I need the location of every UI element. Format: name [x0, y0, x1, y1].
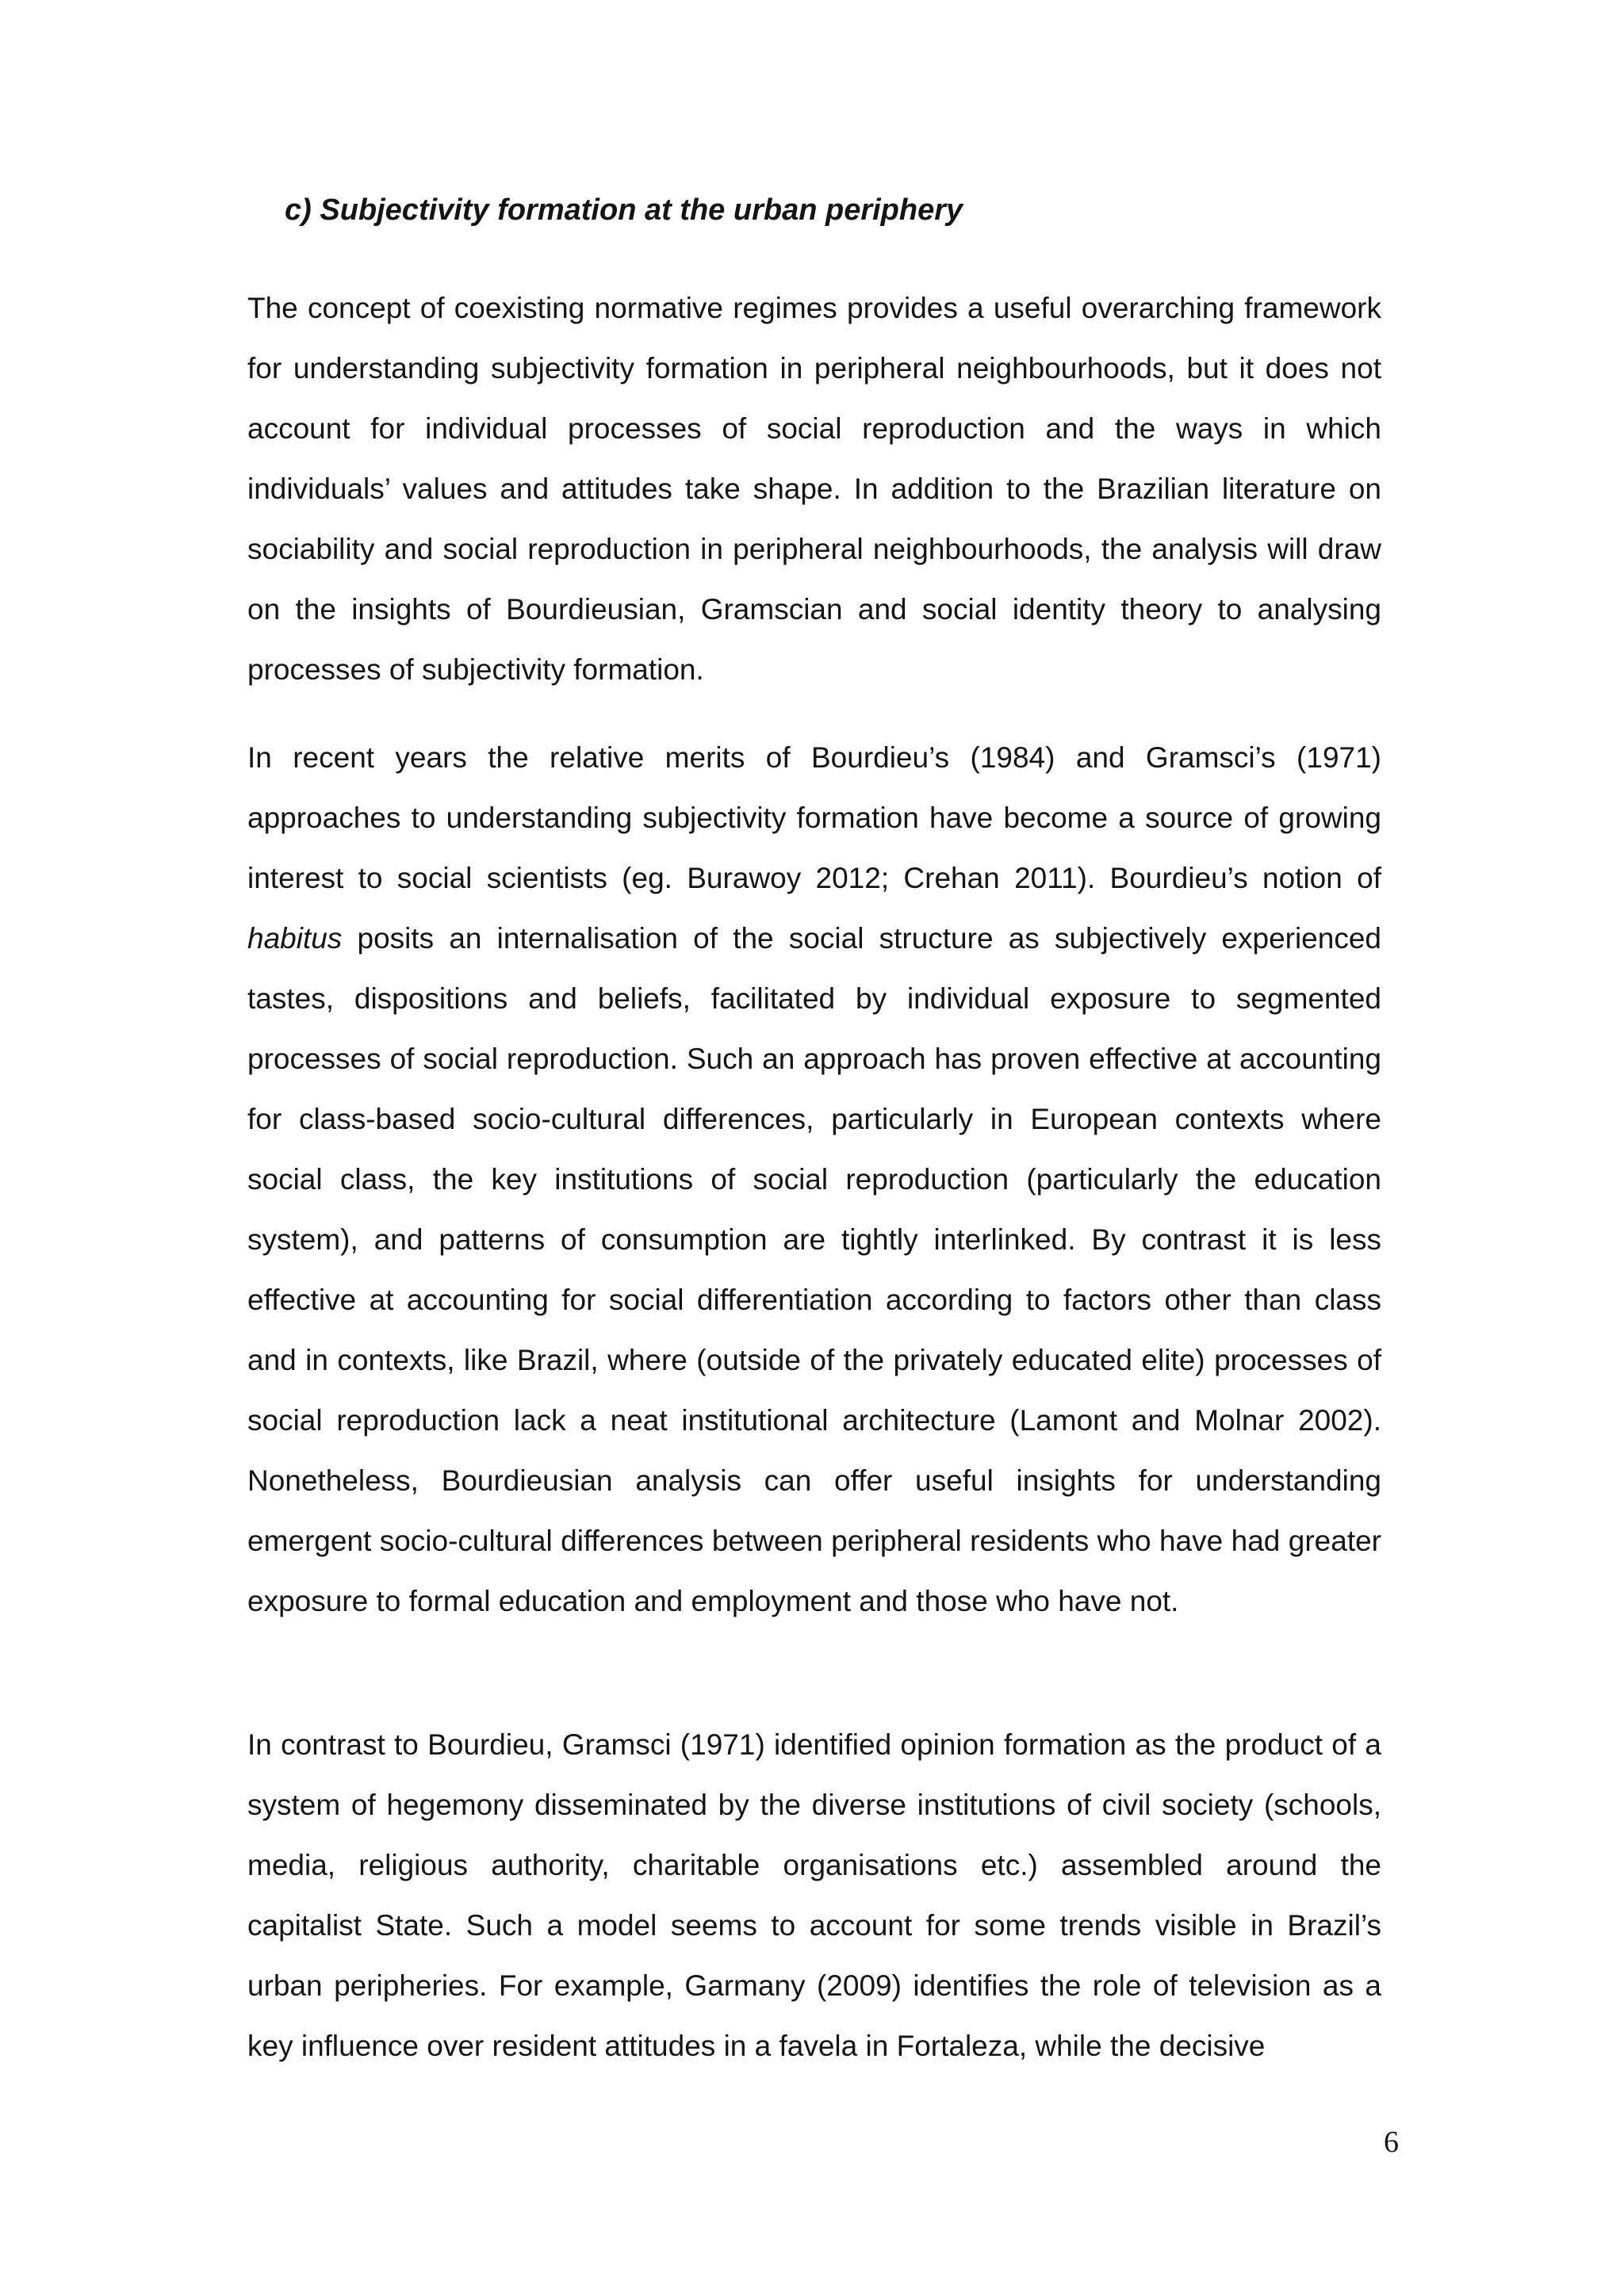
paragraph-subjectivity-intro: The concept of coexisting normative regimes provides a useful overarching framework for understanding subjectivity formation in peripheral neighbourhoods, but it does not account for individual processes of social reproduction and the ways in which individuals’ values and attitudes take shape. In addition to the Brazilian literature on sociability and social reproduction in peripheral neighbourhoods, the analysis will draw on the insights of Bourdieusian, Gramscian and social identity theory to analysing processes of subjectivity formation. — [247, 292, 1381, 686]
paragraph-text-segment: posits an internalisation of the social structure as subjectively experienced tastes, dispositions and beliefs, facilitated by individual exposure to segmented processes of social reproduction. Such an approach has proven effective at accounting for class-based socio-cultural differences, particularly in European contexts where social class, the key institutions of social reproduction (particularly the education system), and patterns of consumption are tightly interlinked. By contrast it is less effective at accounting for social differentiation according to factors other than class and in contexts, like Brazil, where (outside of the privately educated elite) processes of social reproduction lack a neat institutional architecture (Lamont and Molnar 2002). Nonetheless, Bourdieusian analysis can offer useful insights for understanding emergent socio-cultural differences between peripheral residents who have had greater exposure to formal education and employment and those who have not. — [247, 922, 1381, 1617]
page-number: 6 — [1384, 2126, 1399, 2159]
paragraph-bourdieu-habitus — [247, 728, 1381, 1632]
section-heading: c) Subjectivity formation at the urban periphery — [285, 193, 963, 227]
paragraph-gramsci-hegemony: In contrast to Bourdieu, Gramsci (1971) identified opinion formation as the product of a system of hegemony disseminated by the diverse institutions of civil society (schools, media, religious authority, charitable organisations etc.) assembled around the capitalist State. Such a model seems to account for some trends visible in Brazil’s urban peripheries. For example, Garmany (2009) identifies the role of television as a key influence over resident attitudes in a favela in Fortaleza, while the decisive — [247, 1728, 1381, 2062]
italic-term-habitus: habitus — [247, 922, 343, 955]
paragraph-text-segment: In recent years the relative merits of Bourdieu’s (1984) and Gramsci’s (1971) approaches to understanding subjectivity formation have become a source of growing interest to social scientists (eg. Burawoy 2012; Crehan 2011). Bourdieu’s notion of — [247, 741, 1381, 894]
